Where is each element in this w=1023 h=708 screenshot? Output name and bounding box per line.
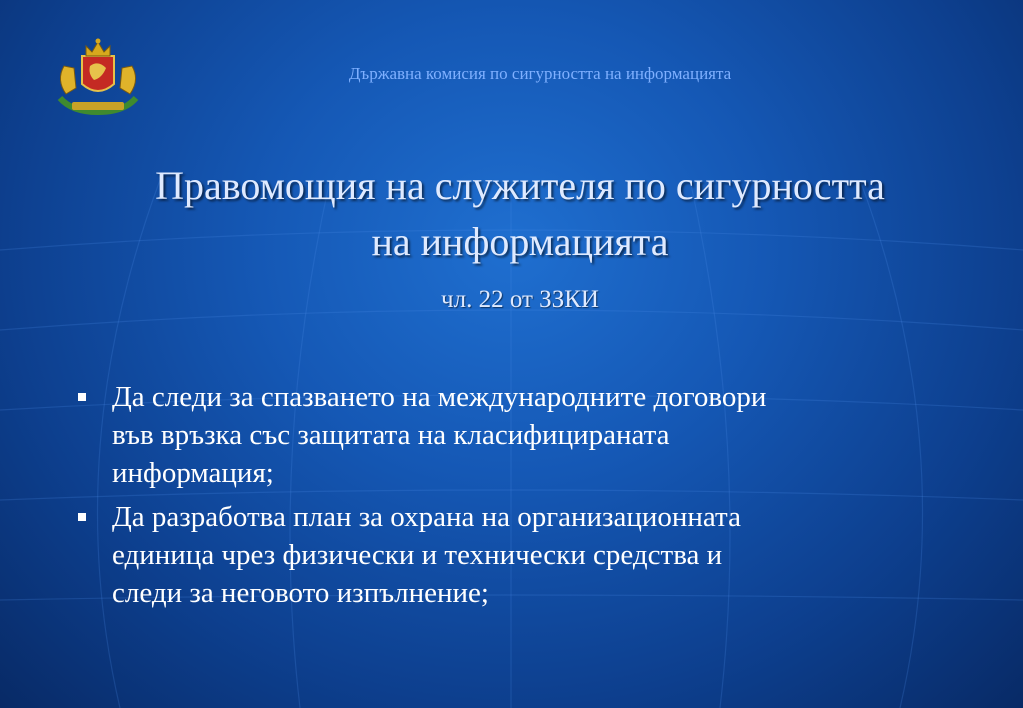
slide-subtitle: чл. 22 от ЗЗКИ [441,286,599,313]
bullet-item [72,498,952,612]
bullet-item [72,378,952,492]
slide-title-line-2: на информацията [371,219,669,264]
bullet-line: Да следи за спазването на международните договори [112,381,767,413]
bullet-line: единица чрез физически и технически средства и [112,539,723,571]
bullet-line: Да разработва план за охрана на организационната [112,501,741,533]
bullet-line: във връзка със защитата на класифицираната [112,419,670,451]
bullet-list [72,378,952,618]
slide-title [40,158,1000,270]
square-bullet-icon [78,513,86,521]
slide-title-line-1: Правомощия на служителя по сигурността [155,163,885,208]
organization-name: Държавна комисия по сигурността на информацията [348,64,732,83]
bullet-text [112,378,952,492]
bullet-text [112,498,952,612]
bulgarian-coat-of-arms-icon [52,36,144,116]
bullet-line: следи за неговото изпълнение; [112,577,489,609]
square-bullet-icon [78,393,86,401]
bullet-line: информация; [112,457,274,489]
